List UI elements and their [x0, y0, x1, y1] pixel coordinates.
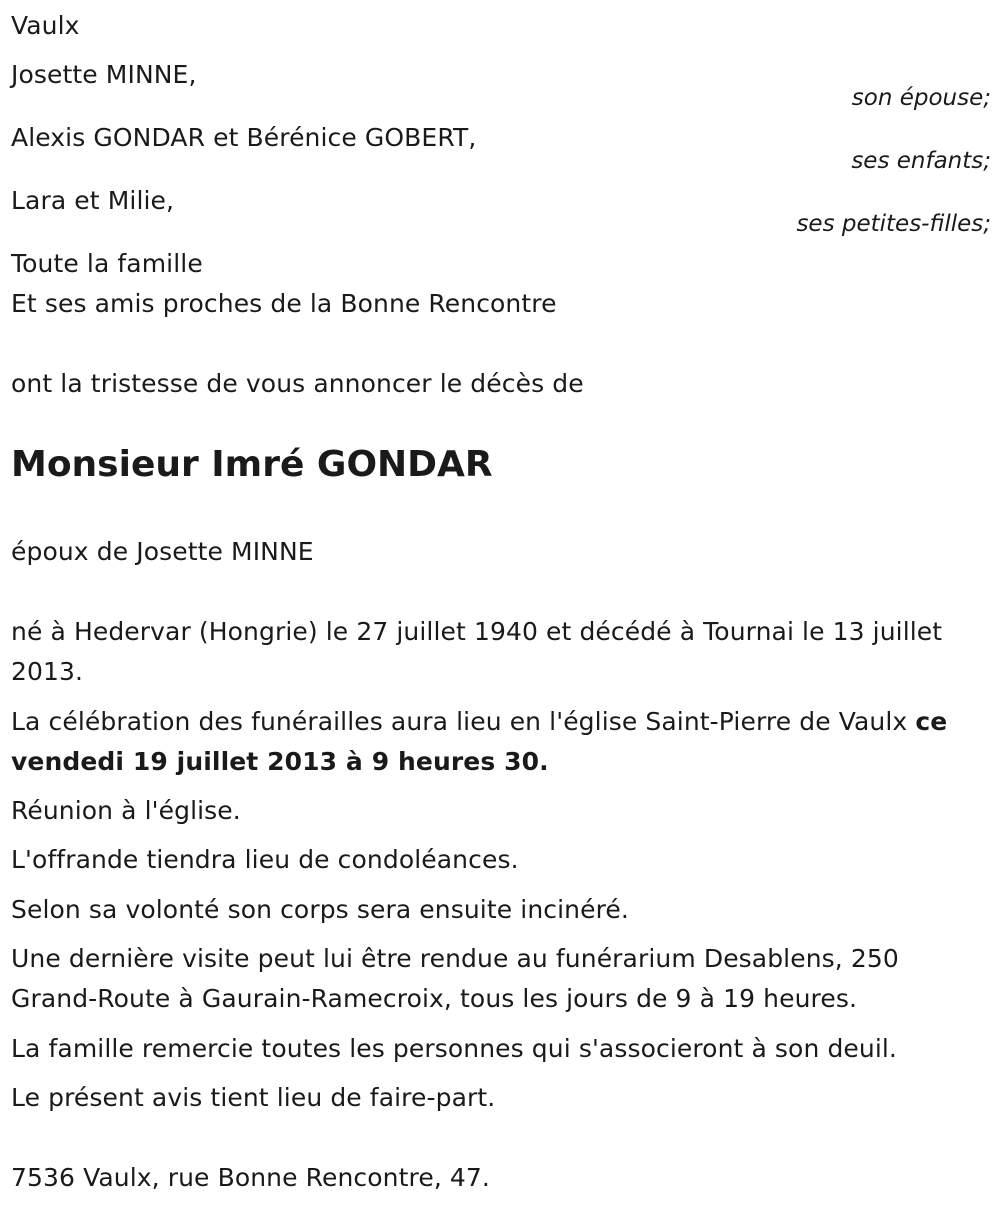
friends-line: Et ses amis proches de la Bonne Rencontre	[11, 289, 557, 318]
official-line: Le présent avis tient lieu de faire-part.	[11, 1083, 496, 1112]
announcement-line: ont la tristesse de vous annoncer le décès de	[11, 369, 584, 398]
offering-line: L'offrande tiendra lieu de condoléances.	[11, 845, 519, 874]
ceremony-text: La célébration des funérailles aura lieu en l'église Saint-Pierre de Vaulx	[11, 707, 916, 736]
ceremony-paragraph	[11, 702, 991, 782]
ceremony-date: ce vendedi 19 juillet 2013 à 9 heures 30.	[11, 707, 948, 776]
birth-death-paragraph: né à Hedervar (Hongrie) le 27 juillet 1940 et décédé à Tournai le 13 juillet 2013.	[11, 617, 943, 686]
relation-granddaughters: ses petites-filles;	[796, 211, 991, 237]
meeting-line: Réunion à l'église.	[11, 796, 241, 825]
cremation-line: Selon sa volonté son corps sera ensuite incinéré.	[11, 895, 629, 924]
whole-family-line: Toute la famille	[11, 249, 203, 278]
town-name: Vaulx	[11, 11, 80, 40]
address-line: 7536 Vaulx, rue Bonne Rencontre, 47.	[11, 1163, 490, 1192]
spouse-of-line: époux de Josette MINNE	[11, 537, 314, 566]
thanks-line: La famille remercie toutes les personnes qui s'associeront à son deuil.	[11, 1034, 897, 1063]
deceased-name: Monsieur Imré GONDAR	[11, 444, 493, 485]
visit-paragraph: Une dernière visite peut lui être rendue au funérarium Desablens, 250 Grand-Route à Gaurain-Ramecroix, tous les jours de 9 à 19 heures.	[11, 944, 899, 1013]
family-member-children: Alexis GONDAR et Bérénice GOBERT,	[11, 123, 477, 152]
family-member-spouse: Josette MINNE,	[11, 60, 197, 89]
relation-spouse: son épouse;	[851, 85, 991, 111]
relation-children: ses enfants;	[851, 148, 991, 174]
family-member-granddaughters: Lara et Milie,	[11, 186, 175, 215]
